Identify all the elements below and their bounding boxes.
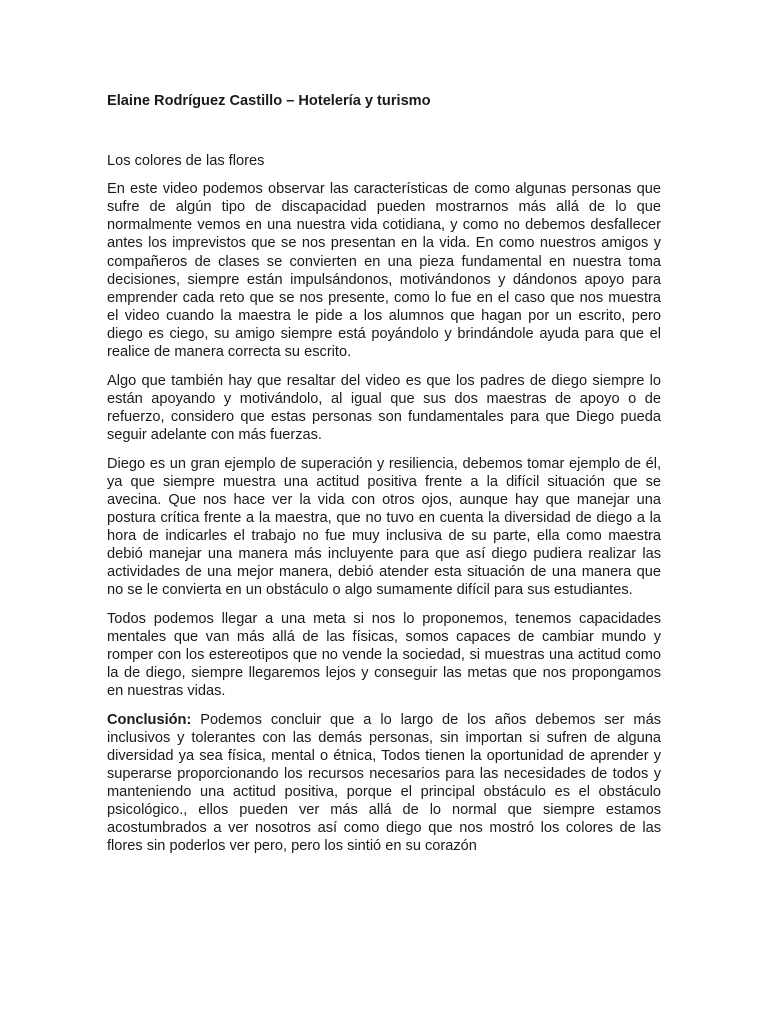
paragraph: Todos podemos llegar a una meta si nos lo proponemos, tenemos capacidades mentales que van más allá de las físicas, somos capaces de cambiar mundo y romper con los estereotipos que no vende la sociedad, si muestras una actitud como la de diego, siempre llegaremos lejos y conseguir las metas que nos propongamos en nuestras vidas. [107, 610, 661, 700]
conclusion-text: Podemos concluir que a lo largo de los años debemos ser más inclusivos y tolerantes con las demás personas, sin importan si sufren de alguna diversidad ya sea física, mental o étnica, Todos tienen la oportunidad de aprender y superarse proporcionando los recursos necesarios para las necesidades de todos y manteniendo una actitud positiva, porque el principal obstáculo es el obstáculo psicológico., ellos pueden ver más allá de lo normal que siempre estamos acostumbrados a ver nosotros así como diego que nos mostró los colores de las flores sin poderlos ver pero, pero los sintió en su corazón [107, 711, 661, 855]
document-body [107, 92, 661, 866]
conclusion-label: Conclusión: [107, 711, 192, 728]
paragraph: En este video podemos observar las características de como algunas personas que sufre de algún tipo de discapacidad pueden mostrarnos más allá de lo que normalmente vemos en una nuestra vida cotidiana, y como no debemos desfallecer antes los imprevistos que se nos presentan en la vida. En como nuestros amigos y compañeros de clases se convierten en una pieza fundamental en nuestra toma decisiones, siempre están impulsándonos, motivándonos y dándonos apoyo para emprender cada reto que se nos presente, como lo fue en el caso que nos muestra el video cuando la maestra le pide a los alumnos que hagan por un escrito, pero diego es ciego, su amigo siempre está poyándolo y brindándole ayuda para que el realice de manera correcta su escrito. [107, 181, 661, 361]
paragraph: Diego es un gran ejemplo de superación y resiliencia, debemos tomar ejemplo de él, ya que siempre muestra una actitud positiva frente a la difícil situación que se avecina. Que nos hace ver la vida con otros ojos, aunque hay que manejar una postura crítica frente a la maestra, que no tuvo en cuenta la diversidad de diego a la hora de indicarles el trabajo no fue muy inclusiva de su parte, ella como maestra debió manejar una manera más incluyente para que así diego pudiera realizar las actividades de una mejor manera, debió atender esta situación de una manera que no se le convierta en un obstáculo o algo sumamente difícil para sus estudiantes. [107, 455, 661, 599]
paragraph: Algo que también hay que resaltar del video es que los padres de diego siempre lo están apoyando y motivándolo, al igual que sus dos maestras de apoyo o de refuerzo, considero que estas personas son fundamentales para que Diego pueda seguir adelante con más fuerzas. [107, 372, 661, 443]
conclusion-paragraph [107, 711, 661, 856]
document-title: Los colores de las flores [107, 153, 265, 170]
author-heading: Elaine Rodríguez Castillo – Hotelería y turismo [107, 93, 431, 109]
